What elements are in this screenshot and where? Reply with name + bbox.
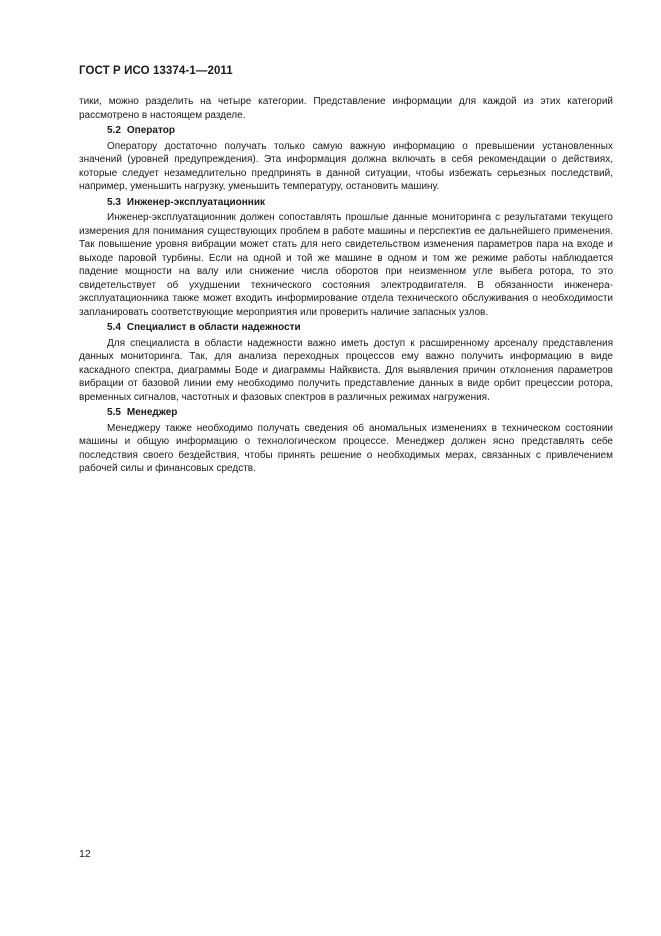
section-paragraph: Оператору достаточно получать только самую важную информацию о превышении установленных значений (уровней предупреждения). Эта информация должна включать в себя рекомендации о действиях, которые следует незамедлительно предпринять в данной ситуации, чтобы избежать серьезных последствий, например, уменьшить нагрузку, уменьшить температуру, остановить машину. [79,140,613,192]
section-number: 5.3 [107,196,121,208]
document-header: ГОСТ Р ИСО 13374-1—2011 [79,65,233,77]
section-title: Специалист в области надежности [126,322,301,333]
section-title: Оператор [126,125,175,136]
section-number: 5.2 [107,125,121,136]
section-heading [79,406,613,420]
section-title: Инженер-эксплуатационник [126,196,265,208]
intro-paragraph: тики, можно разделить на четыре категории. Представление информации для каждой из этих категорий рассмотрено в настоящем разделе. [79,96,613,121]
section-number: 5.5 [107,407,121,418]
section-5-3 [79,194,613,320]
page-number: 12 [79,848,91,860]
section-paragraph: Менеджеру также необходимо получать сведения об аномальных изменениях в техническом состоянии машины и общую информацию о технологическом процессе. Менеджер должен ясно представлять себе последствия своего бездействия, чтобы принять решение о необходимых мерах, связанных с привлечением рабочей силы и финансовых средств. [79,422,613,474]
section-5-2 [79,122,613,194]
section-heading [79,196,613,210]
section-heading [79,321,613,335]
document-body [79,95,613,476]
section-number: 5.4 [107,322,121,333]
section-paragraph: Инженер-эксплуатационник должен сопоставлять прошлые данные мониторинга с результатами текущего измерения для понимания существующих проблем в работе машины и перспектив ее дальнейшего применения. Так повышение уровня вибрации может стать для него свидетельством изменения параметров пара на входе и выходе паровой турбины. Если на одной и той же машине в одном и том же режиме работы наблюдается падение мощности на валу или снижение числа оборотов при неизменном угле выбега ротора, то это свидетельствует об ухудшении технического состояния электродвигателя. В обязанности инженера-эксплуатационника также может входить информирование отдела технического обслуживания о необходимости запланировать соответствующие мероприятия или проверить наличие запасных узлов. [79,212,613,318]
section-paragraph: Для специалиста в области надежности важно иметь доступ к расширенному арсеналу представления данных мониторинга. Так, для анализа переходных процессов ему важно получить информацию в виде каскадного спектра, диаграммы Боде и диаграммы Найквиста. Для выявления причин отклонения параметров вибрации от базовой линии ему необходимо получить представление данных в виде орбит прецессии ротора, временных сигналов, частотных и фазовых спектров в различных режимах нагружения. [79,337,613,403]
section-5-5 [79,404,613,476]
section-5-4 [79,319,613,404]
section-heading [79,124,613,138]
section-title: Менеджер [126,407,178,418]
